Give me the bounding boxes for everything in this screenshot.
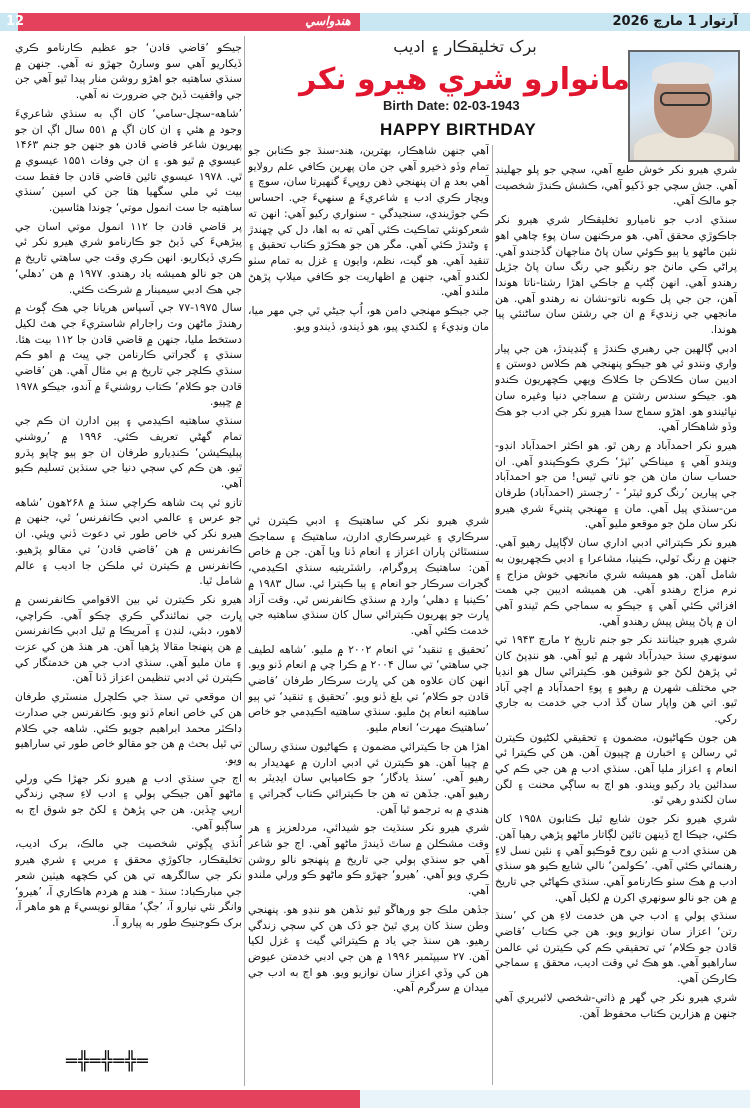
issue-date: آرتوار 1 مارچ 2026 (612, 14, 738, 29)
portrait-hair (652, 62, 714, 84)
birth-date: Birth Date: 02-03-1943 (383, 98, 520, 113)
paragraph: جي جيڪو مهنجي دامن هو، اُپ جيڻي ٿي جي مهر ميا، مان ونڊيءَ ۽ لکندي پيو، هو ڏيندو، ڏيندو ويو. (248, 304, 489, 333)
feature-headline: مانوارو شري هيرو نکر (299, 62, 630, 97)
paragraph: جيڪو ’قاضي قادن‘ جو عظيم ڪارنامو ڪري ڏيکاريو آهي سو وسارڻ جهڙو نه آهي. جنهن ۾ سنڌي ساهتيه جو اهڙو روشن منار پيدا ٿيو آهي جن جي واقفيت ڏيڻ جي ضرورت نه آهي. (15, 41, 242, 102)
paragraph: هيرو نکر ڪيترن ئي بين الاقوامي ڪانفرنسن ۾ ڀارت جي نمائندگي ڪري چڪو آهي. ڪراچي، لاهور، دبئي، لنڊن ۽ آمريڪا ۾ ٿيل ادبي ڪانفرنسن ۾ هن پنهنجا مقالا پڙهيا آهن. هر هنڌ هن کي عزت ۽ مان مليو آهي. سنڌي ادب جي هن خدمتگار کي ڪيترن ئي ادبي تنظيمن اعزاز ڏنا آهن. (15, 592, 242, 685)
article-column-right (495, 162, 737, 1042)
portrait-glasses (660, 92, 710, 106)
banner-pink-strip (0, 1090, 360, 1108)
paragraph: جڏهن ملڪ جو ورهاڱو ٿيو تڏهن هو ننڍو هو. پنهنجي وطن سنڌ کان پري ٿيڻ جو ڏک هن کي سڄي زندگي رهيو. هن سنڌ جي ياد ۾ ڪيترائي گيت ۽ غزل لکيا آهن. ۲۷ سيپٽمبر ۱۹۹۶ ۾ هن جي ادبي خدمتن عيوض هن کي وڏي اعزاز سان نوازيو ويو. هو اڄ به ادب جي ميدان ۾ سرگرم آهي. (248, 902, 489, 995)
paragraph: اهڙا هن جا ڪيترائي مضمون ۽ ڪهاڻيون سنڌي رسالن ۾ ڇپيا آهن. هو ڪيترن ئي ادبي ادارن ۾ عهديدار به رهيو آهي. ’سنڌ يادگار‘ جو ڪاميابي سان ايڊيٽر به رهيو آهي. جڏهن ته هن جا ڪيترائي ڪتاب گجراتي ۽ هندي ۾ به ترجمو ٿيا آهن. (248, 739, 489, 816)
paragraph: شري هيرو جيٺانند نکر جو جنم تاريخ ۲ مارچ ۱۹۴۳ تي سونهري سنڌ حيدرآباد شهر ۾ ٿيو آهي. هو ننڍپڻ کان ئي پڙهڻ لکڻ جو شوقين هو. ڪيترائي سال هو انڊيا جي مختلف شهرن ۾ رهيو ۽ پوءِ احمدآباد ۾ اچي آباد ٿيو. اتي هن واپار سان گڏ ادب جي خدمت به جاري رکي. (495, 633, 737, 725)
paragraph: سنڌي ادب جو ناميارو تخليقڪار شري هيرو نکر جاڪوڙي محقق آهي. هو مرڪنهن سان پوءِ چاهي اهو نئين ماڻهو يا ٻيو ڪوئي سان پاڻ مناجهان گڏجندو آهي. پراڻي ڪي مانڻ جو رنگيو جي رنگ سان پاڻ جڙيل رهندو آهي. انهن ڳڻپ ۾ جاڪي اهڙا رشتا-ناتا هوندا آهن، جن جي پل ڪوبه ناتو-نشان نه رهندو آهي. هن مانجهي جي زنديءَ ۾ ان جي رشتن سان ساڻنئي پيا هوندا. (495, 213, 737, 337)
page-number: 12 (6, 14, 25, 29)
paragraph: اڄ جي سنڌي ادب ۾ هيرو نکر جهڙا ڪي ورلي ماڻهو آهن جيڪي ٻولي ۽ ادب لاءِ سڄي زندگي ارپي ڇڏين. هن جي پڙهڻ ۽ لکڻ جو شوق اڄ به ساڳيو آهي. (15, 771, 242, 832)
paragraph: شري هيرو نکر جي گھر ۾ ذاتي-شخصي لائبريري آهي جنهن ۾ هزارين ڪتاب محفوظ آهن. (495, 990, 737, 1020)
paragraph: ان موقعي تي سنڌ جي ڪلچرل منسٽري طرفان هن کي خاص انعام ڏنو ويو. ڪانفرنس جي صدارت ڊاڪٽر محمد ابراهيم جويو ڪئي. شاهه جي ڪلام تي ٿيل بحث ۾ هن جو مقالو خاص طور تي ساراهيو ويو. (15, 690, 242, 766)
feature-kicker: برک تخليقڪار ۽ اديب (393, 37, 537, 56)
paragraph: شري هيرو نکر کي ساهتيڪ ۽ ادبي ڪيترن ئي سرڪاري ۽ غيرسرڪاري ادارن، ساهتيڪ ۽ سماجڪ سنسٿائن پاران اعزاز ۽ انعام ڏنا ويا آهن. جن ۾ خاص آهن: ساهتيڪ پروگرام، راشٽريتيه سنڌي اڪيڊمي، گجرات سرڪار جو انعام ۽ ٻيا ڪيترا ئي. سال ۱۹۸۳ ۾ ’ڪينيا ۽ دهلي‘ وارڊ ۾ سنڌي ڪانفرنس ٿي. وقت آزاد ڀارت جو پهريون ڪيترائي سال کان سنڌي ساهتيه جي خدمت ڪئي آهي. (248, 514, 489, 637)
paragraph: پر قاضي قادن جا ۱۱۲ انمول موتي اسان جي پيڙهيءَ کي ڏيڻ جو ڪارنامو شري هيرو نکر ئي ڪري ڏيکاريو. انهن ڪري وقت جي ساهتي تاريخ ۾ هن جو نالو هميشه ياد رهندو. ۱۹۷۷ ۾ هن ’دهلي‘ جي هڪ ادبي سيمينار ۾ شرڪت ڪئي. (15, 219, 242, 296)
paragraph: سنڌي ساهتيه اڪيڊمي ۽ ٻين ادارن ان ڪم جي تمام گهڻي تعريف ڪئي. ۱۹۹۶ ۾ ’روشني پبليڪيشن‘ ڪنڊيارو طرفان ان جو ٻيو ڇاپو پڌرو ٿيو. هن ڪم کي سڄي دنيا جي سنڌين تسليم ڪيو آهي. (15, 414, 242, 490)
paragraph: ’شاهه-سچل-سامي‘ کان اڳ به سنڌي شاعريءَ وجود ۾ هئي ۽ ان کان اڳ ۾ ٥٥١ سال اڳ ان جو پهريون شاعر قاضي قادن هو جنهن جو جنم ۱۴۶۳ عيسوي ۾ ٿيو هو. ۽ ان جي وفات ۱۵۵۱ عيسوي ۾ ٿي. ۱۹۷۸ عيسوي تائين قاضي قادن جا فقط ست بيت ئي ملي سگهيا هئا جن کي اسين ’سنڌي ساهتيه جا ست انمول موتي‘ چوندا هئاسين. (15, 106, 242, 215)
article-column-middle-top (248, 143, 489, 513)
paragraph: شري هيرو نکر جون شايع ٿيل ڪتابون ۱۹۵۸ کان ڪئي، جيڪا اڄ ڏينهن تائين لڳاتار ماڻهو پڙهي رهيا آهن. هن سنڌي ادب ۾ نئين روح ڦوڪيو آهي ۽ نئين نسل لاءِ رهنمائي ڪئي آهي. ’ڪولمن‘ نالي شايع ڪيو هو سنڌي ادب ۾ هڪ سٺو ڪارنامو آهي. سنڌي ڪهاڻي جي تاريخ ۾ هن جو نالو سونهري اکرن ۾ لکيل آهي. (495, 812, 737, 904)
paragraph: هن جون ڪهاڻيون، مضمون ۽ تحقيقي لکڻيون ڪيترن ئي رسالن ۽ اخبارن ۾ ڇپيون آهن. هن کي ڪيترا ئي انعام ۽ اعزاز مليا آهن. سنڌي ادب ۾ هن جي ڪم کي سدائين ياد رکيو ويندو. هو اڄ به ساڳي محنت ۽ لگن سان لکندو رهي ٿو. (495, 730, 737, 807)
column-divider (492, 145, 493, 1085)
newspaper-logo: هندواسي (305, 14, 351, 28)
paragraph: آهي جنهن شاهڪار، بهترين، هند-سنڌ جو ڪتابن جو تمام وڏو ذخيرو آهي جن مان پهرين ڪافي علم رولايو آهي بعد ۾ ان پنهنجي ذهن روپيءَ گنهيرتا سان، سوچ ۽ ويچار ڪري ادب ۽ شاعريءَ ۾ سنهيءَ جي. احساس ڪي جوڙيندي، سنجيدگي - سنواري رکيو آهي: انهن ته شعرکونئي تماڪيت ڪئي آهي ته به اها، دل کي ڇهندڙ ۽ وڻندڙ ڪئي آهي. مگر هن جو هڪڙو ڪتاب تحقيق ۽ تنقيد آهي. هو گيت، نظم، وايون ۽ غزل به تمام سٺو لکندو آهي، جنهن ۾ اظهاريت جو ڪافي ميلاپ پڙهڻ ملندو آهي. (248, 144, 489, 299)
paragraph: هيرو نکر ڪيترائي ادبي اداري سان لاڳاپيل رهيو آهي. جنهن ۾ رنگ ٽولي، ڪينيا، مشاعرا ۽ ادبي ڪچهريون به شامل آهن. هو هميشه شري مانجهي خوش مزاج ۽ نرم مزاج رهندو آهي. هن هميشه اديبن جي همت افزائي ڪئي آهي ۽ جيڪو به سماجي ڪم ٿيندو آهي ان ۾ پاڻ پيش پيش رهندو آهي. (495, 536, 737, 628)
author-portrait (628, 50, 740, 162)
footer-ornament: ═╬═╬═╬═ (66, 1051, 149, 1072)
article-column-left (15, 40, 242, 1052)
paragraph: تازو ئي پٽ شاهه ڪراچي سنڌ ۾ ۲۶۸هون ’شاهه جو عرس ۽ عالمي ادبي ڪانفرنس‘ ٿي، جنهن ۾ هيرو نکر کي خاص طور تي دعوت ڏني ويئي. ان ڪانفرنس ۾ هن ’قاضي قادن‘ تي مقالو پڙهيو. ڪانفرنس ۾ ڪيترن ئي ملڪن جا اديب ۽ عالم شامل ٿيا. (15, 495, 242, 588)
bottom-banner (0, 1090, 750, 1108)
paragraph: هيرو نکر احمدآباد ۾ رهن ٿو. هو اڪثر احمدآباد انڊو-ويندو آهي ۽ ميناڪي ’ٽپڙ‘ ڪري ڪوڪيندو آهي. ان حساب سان مان هن جو ناتي ٿيس! من جو احمدآباد جي پيارين ’رنگ کرو ٿيٽر‘ - ’رجستر (احمدآباد) طرفان من-سنڌي پيل آهي. مان ۽ مهنجي پتنيءَ شري هيرو نکر سان ملڻ جو موقعو مليو آهي. (495, 438, 737, 531)
top-banner (0, 13, 750, 31)
article-column-middle-bottom (248, 513, 489, 1085)
paragraph: ادبي ڳالهين جي رهبري ڪندڙ ۽ ڳنڍيندڙ، هن جي پيار واري ونندو ئي هو جيڪو پنهنجي هم ڪلاس دوستن ۽ اديبن سان ڪلاڪن جا ڪلاڪ ويهي ڪچهريون ڪندو هو. جيڪو سندس رشتن ۾ سماجي دنيا وغيره سان نڀائيندو هو. اهڙو سماج سدا هيرو نکر جي ادب جو هڪ وڏو شاهڪار آهي. (495, 341, 737, 434)
paragraph: سنڌي ٻولي ۽ ادب جي هن خدمت لاءِ هن کي ’سنڌ رتن‘ اعزاز سان نوازيو ويو. هن جي ڪتاب ’قاضي قادن جو ڪلام‘ تي تحقيقي ڪم کي ڪيترن ئي عالمن ساراهيو آهي. هو هڪ ئي وقت اديب، محقق ۽ سماجي ڪارڪن آهي. (495, 909, 737, 986)
paragraph: اُنڌي ڀڳوتي شخصيت جي مالڪ، برک اديب، تخليقڪار، جاکوڙي محقق ۽ مربي ۽ شري هيرو نکر جي سالگرهه تي هن کي ڪچهه هيٺين شعر جي مبارڪباد: سنڌ - هند ۾ هردم هاڪاري آ، ’هيرو‘ وانگر نئي نيارو آ، ’جڳ‘ مقالو نويسيءَ ۾ هو ماهر آ، برک ڪوجنيڪ طور به پيارو آ. (15, 837, 242, 929)
paragraph: سال ۱۹۷۵-۷۷ جي آسپاس هريانا جي هڪ ڳوٺ ۾ رهندڙ ماڻهن وٽ راجارام شاستريءَ جي هٿ لکيل دستخط مليا، جنهن ۾ قاضي قادن جا ۱۱۲ بيت هئا. سنڌي ۽ گجراتي ڪارنامن جي ڀيٽ ۾ اهو ڪم سنڌي ڪلچر جي تاريخ ۾ بي مثال آهي. هن ’قاضي قادن جو ڪلام‘ ڪتاب روشنيءَ ۾ آندو، جيڪو ۱۹۷۸ ۾ ڇپيو. (15, 301, 242, 409)
paragraph: ’تحقيق ۽ تنقيد‘ تي انعام ۲۰۰۲ ۾ مليو. ’شاهه لطيف جي ساهتي‘ تي سال ۲۰۰۴ ۾ ڪرا چي ۾ انعام ڏنو ويو. انهن کان علاوه هن کي ڀارت سرڪار طرفان ’قاضي قادن جو ڪلام‘ تي بلغ ڏنو ويو. ’تحقيق ۽ تنقيد‘ تي ٻيو ساهتيه انعام پڻ مليو. سنڌي ساهتيه اڪيڊمي جو خاص ’ساهتيڪ مهرت‘ انعام مليو. (248, 642, 489, 735)
column-divider (244, 36, 245, 1086)
paragraph: شري هيرو نکر سنڌيت جو شيدائي، مردلعزيز ۽ هر وقت مشڪلن ۾ ساٿ ڏيندڙ ماڻهو آهي. اڄ جو شاعر آهي جو سنڌي ٻولي جي تاريخ ۾ پنهنجو نالو روشن ڪري ويو آهي. ’هيرو‘ جهڙو ڪو ماڻهو ڪو ورلي ملندو آهي. (248, 821, 489, 898)
happy-birthday-greeting: HAPPY BIRTHDAY (380, 120, 537, 139)
paragraph: شري هيرو نکر خوش طبع آهي، سچي جو پلو جهلينڊ آهي. جش سچي جو ڏکيو آهي، ڪشش ڪندڙ شخصيت جو مالڪ آهي. (495, 163, 737, 208)
